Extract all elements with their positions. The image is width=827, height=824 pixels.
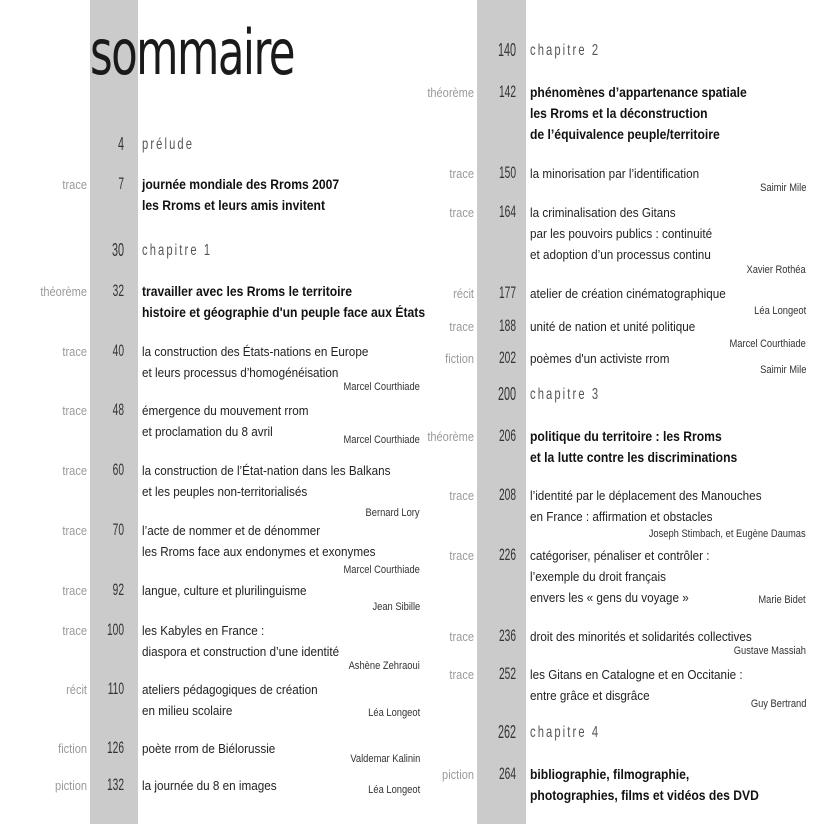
entry-title-line[interactable]: la construction des États-nations en Europe xyxy=(142,344,369,359)
entry-category: récit xyxy=(66,682,87,697)
entry-category: théorème xyxy=(427,85,474,100)
entry-title-line[interactable]: les Rroms et leurs amis invitent xyxy=(142,198,325,213)
page-number[interactable]: 206 xyxy=(498,426,516,445)
page-number[interactable]: 226 xyxy=(498,545,516,564)
entry-category: fiction xyxy=(58,741,87,756)
entry-title-line[interactable]: diaspora et construction d’une identité xyxy=(142,644,340,659)
entry-title-line[interactable]: et adoption d’un processus continu xyxy=(530,247,711,262)
entry-author: Marcel Courthiade xyxy=(343,564,420,576)
page-number[interactable]: 252 xyxy=(498,664,516,683)
entry-author: Ashène Zehraoui xyxy=(348,660,420,672)
entry-category: récit xyxy=(453,286,474,301)
entry-category: trace xyxy=(449,319,474,334)
entry-author: Léa Longeot xyxy=(368,707,420,719)
page-number[interactable]: 177 xyxy=(498,283,516,302)
entry-category: trace xyxy=(62,623,87,638)
page-number[interactable]: 208 xyxy=(498,485,516,504)
page-number[interactable]: 100 xyxy=(106,620,124,639)
entry-title-line[interactable]: et la lutte contre les discriminations xyxy=(530,450,738,465)
entry-title-line[interactable]: et proclamation du 8 avril xyxy=(142,424,273,439)
entry-author: Xavier Rothéa xyxy=(746,264,806,276)
entry-author: Saimir Mile xyxy=(759,364,806,376)
page-number[interactable]: 60 xyxy=(112,460,124,479)
entry-category: trace xyxy=(62,463,87,478)
entry-title-line[interactable]: ateliers pédagogiques de création xyxy=(142,682,318,697)
entry-title-line[interactable]: envers les « gens du voyage » xyxy=(530,590,689,605)
entry-title-line[interactable]: travailler avec les Rroms le territoire xyxy=(142,284,353,299)
page-number[interactable]: 262 xyxy=(498,722,517,742)
page-number[interactable]: 110 xyxy=(107,679,124,698)
chapter-heading[interactable]: chapitre 3 xyxy=(530,386,601,403)
entry-title-line[interactable]: et leurs processus d’homogénéisation xyxy=(142,365,339,380)
entry-author: Jean Sibille xyxy=(372,601,420,613)
entry-category: trace xyxy=(62,523,87,538)
entry-category: trace xyxy=(62,583,87,598)
entry-title-line[interactable]: atelier de création cinématographique xyxy=(530,286,726,301)
entry-title-line[interactable]: droit des minorités et solidarités collectives xyxy=(530,629,752,644)
entry-author: Marie Bidet xyxy=(758,594,806,606)
entry-title-line[interactable]: histoire et géographie d'un peuple face aux États xyxy=(142,305,426,320)
entry-author: Marcel Courthiade xyxy=(729,338,806,350)
page-number[interactable]: 150 xyxy=(498,163,516,182)
page-number[interactable]: 264 xyxy=(498,764,516,783)
entry-title-line[interactable]: les Kabyles en France : xyxy=(142,623,265,638)
entry-title-line[interactable]: et les peuples non-territorialisés xyxy=(142,484,308,499)
entry-title-line[interactable]: la minorisation par l’identification xyxy=(530,166,700,181)
page-number[interactable]: 126 xyxy=(106,738,124,757)
right-margin-band xyxy=(477,0,526,824)
entry-title-line[interactable]: les Gitans en Catalogne et en Occitanie : xyxy=(530,667,743,682)
page-number[interactable]: 4 xyxy=(117,134,124,154)
entry-category: trace xyxy=(449,629,474,644)
entry-title-line[interactable]: la construction de l’État-nation dans les Balkans xyxy=(142,463,391,478)
entry-category: piction xyxy=(442,767,474,782)
entry-title-line[interactable]: poèmes d'un activiste rrom xyxy=(530,351,670,366)
entry-category: trace xyxy=(449,548,474,563)
entry-category: théorème xyxy=(427,429,474,444)
entry-title-line[interactable]: phénomènes d’appartenance spatiale xyxy=(530,85,747,100)
chapter-heading[interactable]: chapitre 1 xyxy=(142,242,213,259)
entry-title-line[interactable]: politique du territoire : les Rroms xyxy=(530,429,722,444)
page-number[interactable]: 40 xyxy=(112,341,124,360)
entry-title-line[interactable]: l’acte de nommer et de dénommer xyxy=(142,523,321,538)
entry-title-line[interactable]: par les pouvoirs publics : continuité xyxy=(530,226,713,241)
entry-title-line[interactable]: en France : affirmation et obstacles xyxy=(530,509,713,524)
chapter-heading[interactable]: chapitre 4 xyxy=(530,724,601,741)
page-number[interactable]: 202 xyxy=(498,348,516,367)
entry-title-line[interactable]: la journée du 8 en images xyxy=(142,778,277,793)
entry-title-line[interactable]: journée mondiale des Rroms 2007 xyxy=(142,177,340,192)
entry-title-line[interactable]: poète rrom de Biélorussie xyxy=(142,741,276,756)
entry-title-line[interactable]: l’identité par le déplacement des Manouches xyxy=(530,488,762,503)
entry-author: Marcel Courthiade xyxy=(343,381,420,393)
entry-title-line[interactable]: de l’équivalence peuple/territoire xyxy=(530,127,720,142)
entry-category: trace xyxy=(449,488,474,503)
entry-category: théorème xyxy=(40,284,87,299)
entry-category: trace xyxy=(449,205,474,220)
entry-category: trace xyxy=(449,166,474,181)
page-number[interactable]: 140 xyxy=(498,40,517,60)
entry-author: Gustave Massiah xyxy=(733,645,806,657)
entry-category: trace xyxy=(62,344,87,359)
entry-title-line[interactable]: unité de nation et unité politique xyxy=(530,319,696,334)
page-number[interactable]: 200 xyxy=(498,384,517,404)
entry-title-line[interactable]: langue, culture et plurilinguisme xyxy=(142,583,307,598)
entry-category: fiction xyxy=(445,351,474,366)
page-number[interactable]: 48 xyxy=(112,400,124,419)
page-number[interactable]: 70 xyxy=(112,520,124,539)
page-number[interactable]: 7 xyxy=(118,174,124,193)
entry-title-line[interactable]: photographies, films et vidéos des DVD xyxy=(530,788,759,803)
page-number[interactable]: 30 xyxy=(111,240,124,260)
page-number[interactable]: 142 xyxy=(498,82,516,101)
entry-title-line[interactable]: les Rroms et la déconstruction xyxy=(530,106,708,121)
chapter-heading[interactable]: prélude xyxy=(142,136,195,153)
entry-title-line[interactable]: bibliographie, filmographie, xyxy=(530,767,690,782)
page-number[interactable]: 236 xyxy=(498,626,516,645)
entry-author: Bernard Lory xyxy=(365,507,420,519)
page-number[interactable]: 164 xyxy=(498,202,516,221)
entry-category: trace xyxy=(62,403,87,418)
page-number[interactable]: 92 xyxy=(112,580,124,599)
entry-category: piction xyxy=(55,778,87,793)
entry-author: Joseph Stimbach, et Eugène Daumas xyxy=(649,528,806,540)
entry-category: trace xyxy=(62,177,87,192)
chapter-heading[interactable]: chapitre 2 xyxy=(530,42,601,59)
page-title: sommaire xyxy=(90,16,294,89)
page-number[interactable]: 188 xyxy=(498,316,516,335)
entry-title-line[interactable]: l’exemple du droit français xyxy=(530,569,666,584)
page-number[interactable]: 132 xyxy=(106,775,124,794)
entry-category: trace xyxy=(449,667,474,682)
entry-author: Guy Bertrand xyxy=(750,698,806,710)
entry-title-line[interactable]: en milieu scolaire xyxy=(142,703,233,718)
entry-title-line[interactable]: émergence du mouvement rrom xyxy=(142,403,309,418)
entry-title-line[interactable]: les Rroms face aux endonymes et exonymes xyxy=(142,544,376,559)
entry-title-line[interactable]: catégoriser, pénaliser et contrôler : xyxy=(530,548,710,563)
entry-title-line[interactable]: la criminalisation des Gitans xyxy=(530,205,676,220)
page-number[interactable]: 32 xyxy=(112,281,124,300)
entry-author: Valdemar Kalinin xyxy=(350,753,420,765)
entry-author: Léa Longeot xyxy=(754,305,806,317)
entry-author: Marcel Courthiade xyxy=(343,434,420,446)
entry-author: Saimir Mile xyxy=(759,182,806,194)
entry-title-line[interactable]: entre grâce et disgrâce xyxy=(530,688,650,703)
entry-author: Léa Longeot xyxy=(368,784,420,796)
